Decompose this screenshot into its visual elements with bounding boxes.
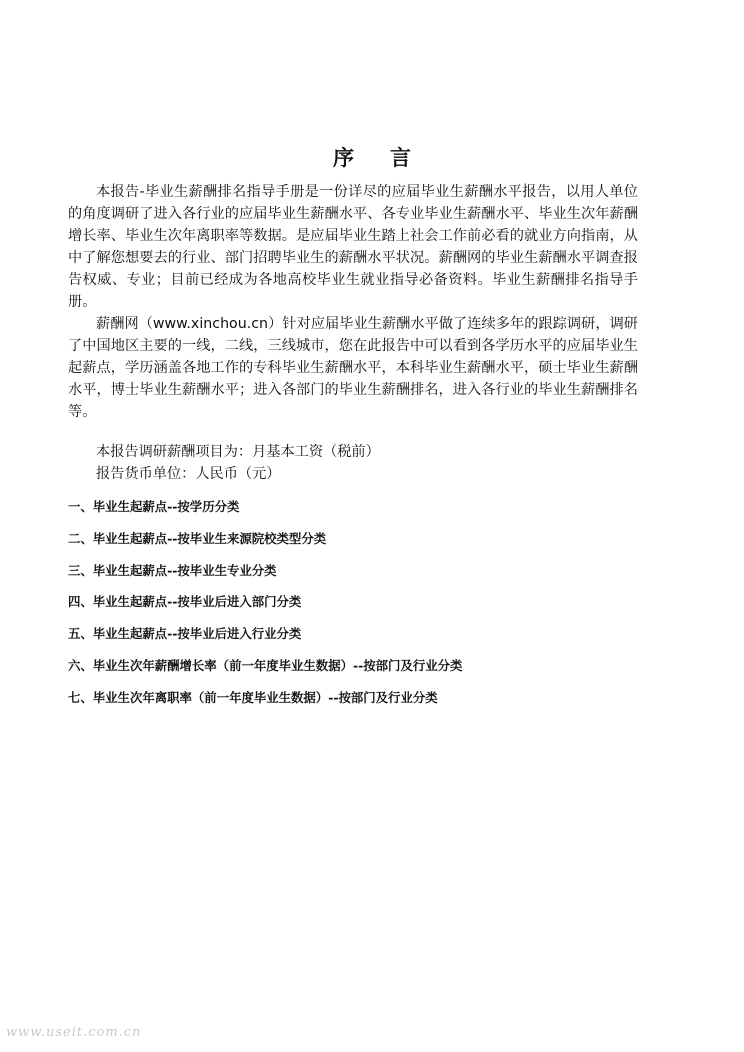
watermark: www.useit.com.cn bbox=[6, 1025, 142, 1040]
salary-item-line: 本报告调研薪酬项目为：月基本工资（税前） bbox=[96, 444, 380, 460]
toc-item-2: 二、毕业生起薪点--按毕业生来源院校类型分类 bbox=[68, 530, 327, 546]
toc-item-1: 一、毕业生起薪点--按学历分类 bbox=[68, 499, 240, 514]
table-of-contents bbox=[68, 498, 462, 721]
intro-paragraph-1: 本报告-毕业生薪酬排名指导手册是一份详尽的应届毕业生薪酬水平报告，以用人单位的角度调研了进入各行业的应届毕业生薪酬水平、各专业毕业生薪酬水平、毕业生次年薪酬增长率、毕业生次年离职率等数据。是应届毕业生踏上社会工作前必看的就业方向指南，从中了解您想要去的行业、部门招聘毕业生的薪酬水平状况。薪酬网的毕业生薪酬水平调查报告权威、专业；目前已经成为各地高校毕业生就业指导必备资料。毕业生薪酬排名指导手册。 bbox=[68, 184, 638, 310]
intro-paragraph-2: 薪酬网（www.xinchou.cn）针对应届毕业生薪酬水平做了连续多年的跟踪调研，调研了中国地区主要的一线，二线，三线城市，您在此报告中可以看到各学历水平的应届毕业生起薪点，学历涵盖各地工作的专科毕业生薪酬水平，本科毕业生薪酬水平，硕士毕业生薪酬水平，博士毕业生薪酬水平；进入各部门的毕业生薪酬排名，进入各行业的毕业生薪酬排名等。 bbox=[68, 316, 638, 420]
intro-section bbox=[68, 181, 638, 423]
toc-item-5: 五、毕业生起薪点--按毕业后进入行业分类 bbox=[68, 626, 302, 642]
title-char-1: 序 bbox=[333, 146, 354, 171]
toc-item-6: 六、毕业生次年薪酬增长率（前一年度毕业生数据）--按部门及行业分类 bbox=[68, 657, 463, 673]
toc-item-3: 三、毕业生起薪点--按毕业生专业分类 bbox=[68, 562, 277, 578]
title-char-2: 言 bbox=[390, 146, 411, 171]
toc-item-7: 七、毕业生次年离职率（前一年度毕业生数据）--按部门及行业分类 bbox=[68, 689, 438, 705]
page-title bbox=[0, 142, 744, 172]
currency-unit-line: 报告货币单位：人民币（元） bbox=[96, 466, 281, 482]
report-meta bbox=[96, 441, 380, 485]
toc-item-4: 四、毕业生起薪点--按毕业后进入部门分类 bbox=[68, 594, 302, 610]
